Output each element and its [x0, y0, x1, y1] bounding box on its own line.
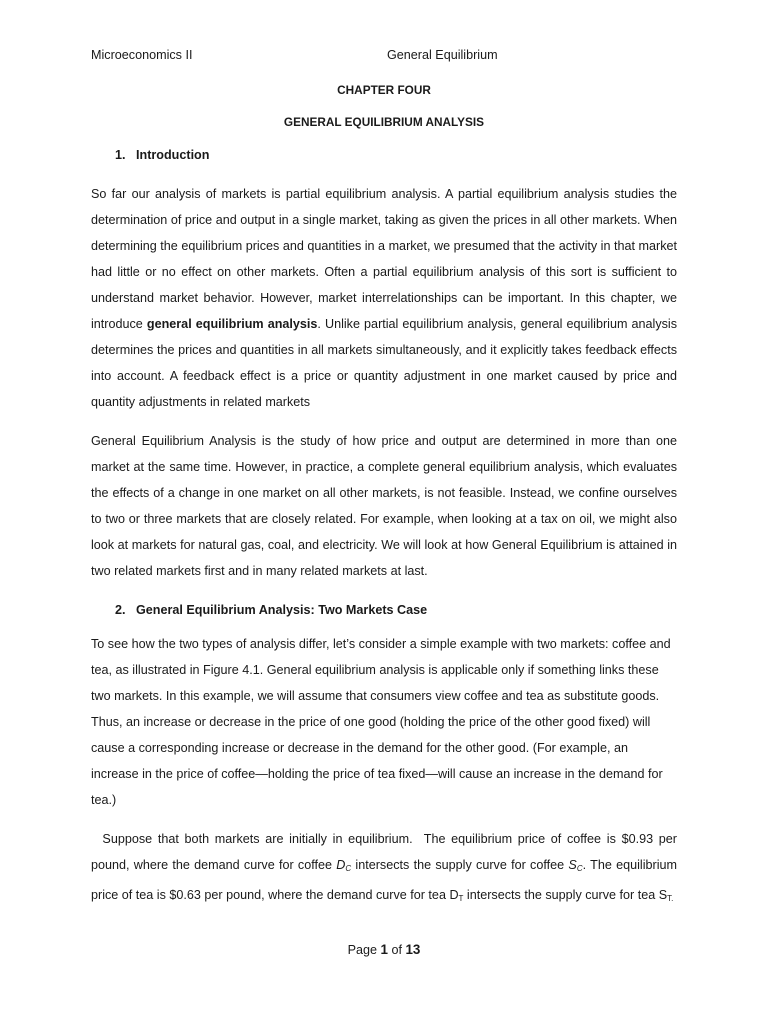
chapter-title: GENERAL EQUILIBRIUM ANALYSIS	[283, 115, 485, 129]
section-label: General Equilibrium Analysis: Two Markets Case	[136, 603, 428, 617]
page-label: Page	[347, 943, 381, 957]
subscript-t: T.	[667, 894, 674, 903]
paragraph-coffee-tea: To see how the two types of analysis differ, let’s consider a simple example with two markets: coffee and tea, as illustrated in Figure 4.1. General equilibrium analysis is applicable only if something links these two markets. In this example, we will assume that consumers view coffee and tea as substitute goods. Thus, an increase or decrease in the price of one good (holding the price of the other good fixed) will cause a corresponding increase or decrease in the demand for the other good. (For example, an increase in the price of coffee—holding the price of tea fixed—will cause an increase in the demand for tea.)	[91, 637, 671, 807]
paragraph-text: intersects the supply curve for coffee	[351, 858, 569, 872]
page-of: of	[387, 943, 406, 957]
chapter-label: CHAPTER FOUR	[337, 83, 431, 97]
symbol-dc: $D_C$	[336, 858, 352, 873]
paragraph-text: Suppose that both markets are initially in equilibrium. The equilibrium price of coffee is $0.93 per pound, where the demand curve for coffee	[91, 832, 681, 872]
symbol-sc: $S_C$	[568, 858, 583, 873]
header-topic: General Equilibrium	[387, 48, 498, 62]
subscript-t: T	[458, 894, 464, 903]
paragraph-intro	[91, 181, 677, 415]
header-course: Microeconomics II	[91, 48, 193, 62]
paragraph-text: . The equilibrium price of tea is $0.63 per pound, where the demand curve for tea D	[91, 858, 677, 902]
paragraph-text: intersects the supply curve for tea S	[463, 888, 668, 902]
section-label: Introduction	[136, 148, 210, 162]
paragraph-text: So far our analysis of markets is partial equilibrium analysis. A partial equilibrium analysis studies the determination of price and output in a single market, taking as given the prices in all other markets. When determining the equilibrium prices and quantities in a market, we presumed that the activity in that market had little or no effect on other markets. Often a partial equilibrium analysis of this sort is sufficient to understand market behavior. However, market interrelationships can be important. In this chapter, we introduce	[91, 187, 677, 331]
page-number: 1	[380, 942, 388, 957]
section-number: 2.	[115, 603, 126, 617]
bold-term: general equilibrium analysis	[146, 317, 318, 331]
paragraph-text: . Unlike partial equilibrium analysis, general equilibrium analysis determines the prices and quantities in all markets simultaneously, and it explicitly takes feedback effects into account. A feedback effect is a price or quantity adjustment in one market caused by price and quantity adjustments in related markets	[91, 317, 678, 409]
paragraph-definition: General Equilibrium Analysis is the study of how price and output are determined in more than one market at the same time. However, in practice, a complete general equilibrium analysis, which evaluates the effects of a change in one market on all other markets, is not feasible. Instead, we confine ourselves to two or three markets that are closely related. For example, when looking at a tax on oil, we might also look at markets for natural gas, coal, and electricity. We will look at how General Equilibrium is attained in two related markets first and in many related markets at last.	[91, 434, 677, 578]
section-heading-two-markets	[115, 603, 427, 617]
paragraph-equilibrium	[91, 826, 681, 912]
section-number: 1.	[115, 148, 126, 162]
section-heading-introduction	[115, 148, 209, 162]
page-footer	[0, 942, 768, 957]
page-total: 13	[405, 942, 421, 957]
